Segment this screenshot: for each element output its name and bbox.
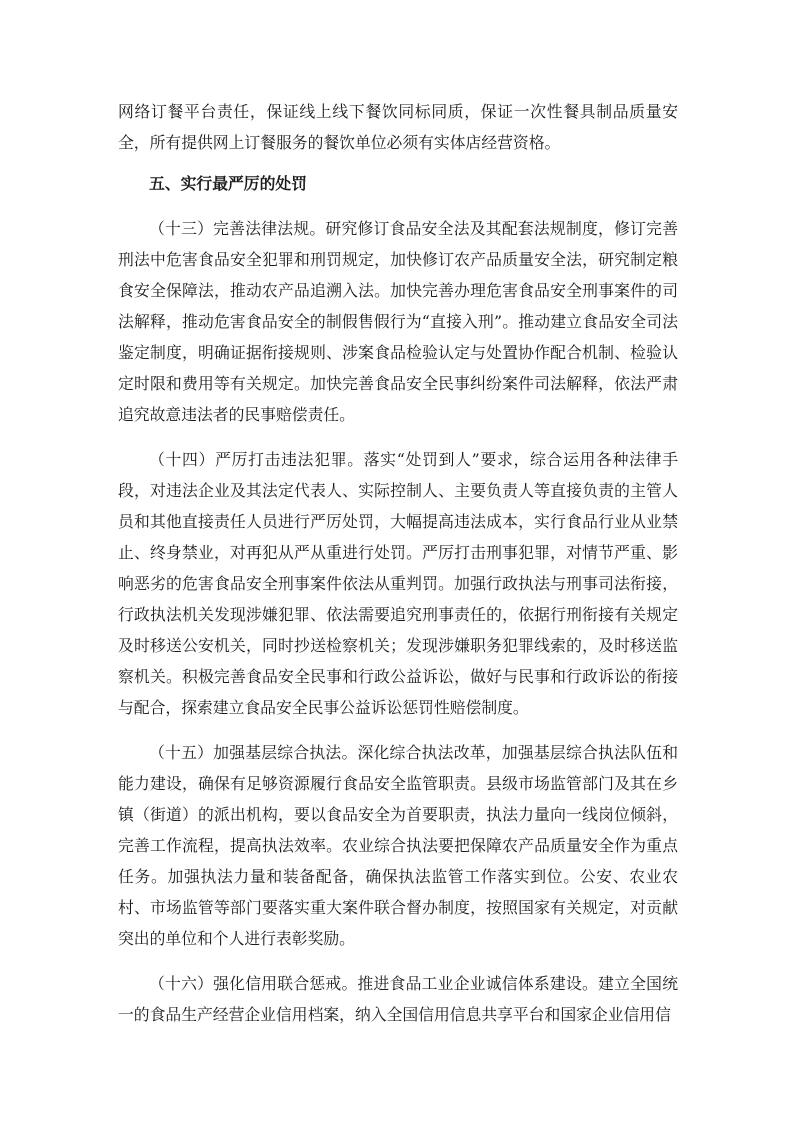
item-16-paragraph: （十六）强化信用联合惩戒。推进食品工业企业诚信体系建设。建立全国统一的食品生产经营企业信用档案，纳入全国信用信息共享平台和国家企业信用信 <box>118 974 678 1024</box>
item-14-paragraph: （十四）严厉打击违法犯罪。落实“处罚到人”要求，综合运用各种法律手段，对违法企业及其法定代表人、实际控制人、主要负责人等直接负责的主管人员和其他直接责任人员进行严厉处罚，大幅提高违法成本，实行食品行业从业禁止、终身禁业，对再犯从严从重进行处罚。严厉打击刑事犯罪，对情节严重、影响恶劣的危害食品安全刑事案件依法从重判罚。加强行政执法与刑事司法衔接，行政执法机关发现涉嫌犯罪、依法需要追究刑事责任的，依据行刑衔接有关规定及时移送公安机关，同时抄送检察机关；发现涉嫌职务犯罪线索的，及时移送监察机关。积极完善食品安全民事和行政公益诉讼，做好与民事和行政诉讼的衔接与配合，探索建立食品安全民事公益诉讼惩罚性赔偿制度。 <box>118 450 678 717</box>
document-page <box>118 96 678 1030</box>
section-five-heading: 五、实行最严厉的处罚 <box>149 174 307 193</box>
intro-continuation-paragraph: 网络订餐平台责任，保证线上线下餐饮同标同质，保证一次性餐具制品质量安全，所有提供网上订餐服务的餐饮单位必须有实体店经营资格。 <box>118 102 678 152</box>
item-13-paragraph: （十三）完善法律法规。研究修订食品安全法及其配套法规制度，修订完善刑法中危害食品安全犯罪和刑罚规定，加快修订农产品质量安全法，研究制定粮食安全保障法，推动农产品追溯入法。加快完善办理危害食品安全刑事案件的司法解释，推动危害食品安全的制假售假行为“直接入刑”。推动建立食品安全司法鉴定制度，明确证据衔接规则、涉案食品检验认定与处置协作配合机制、检验认定时限和费用等有关规定。加快完善食品安全民事纠纷案件司法解释，依法严肃追究故意违法者的民事赔偿责任。 <box>118 219 678 424</box>
item-15-paragraph: （十五）加强基层综合执法。深化综合执法改革，加强基层综合执法队伍和能力建设，确保有足够资源履行食品安全监管职责。县级市场监管部门及其在乡镇（街道）的派出机构，要以食品安全为首要职责，执法力量向一线岗位倾斜，完善工作流程，提高执法效率。农业综合执法要把保障农产品质量安全作为重点任务。加强执法力量和装备配备，确保执法监管工作落实到位。公安、农业农村、市场监管等部门要落实重大案件联合督办制度，按照国家有关规定，对贡献突出的单位和个人进行表彰奖励。 <box>118 743 678 948</box>
